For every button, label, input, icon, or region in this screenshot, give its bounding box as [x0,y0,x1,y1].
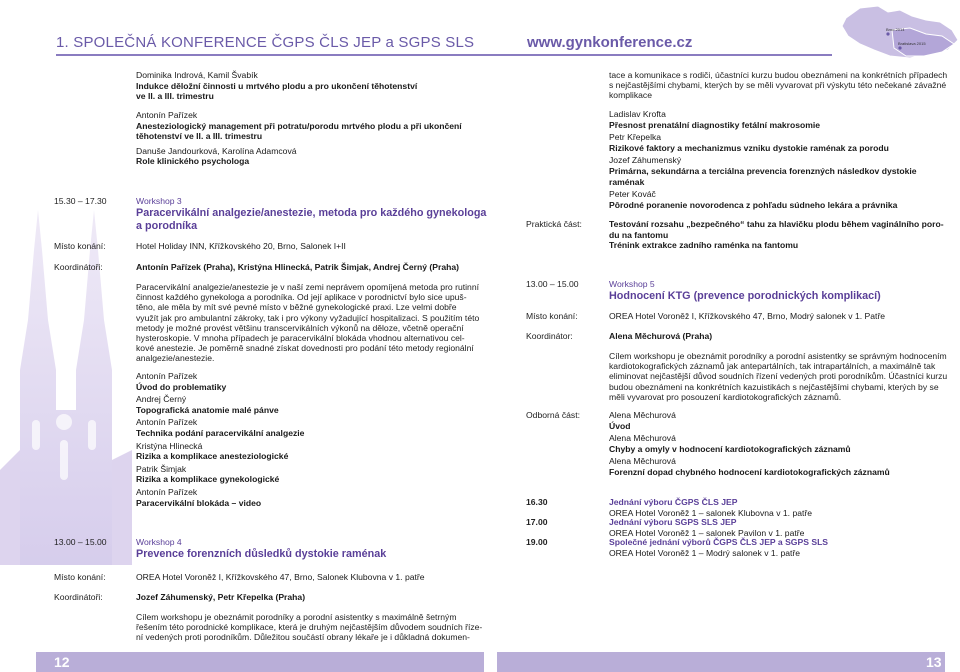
talk-title: Anesteziologický management při potratu/porodu mrtvého plodu a při ukončení [136,120,462,131]
meeting-item [609,517,804,538]
footer-bar-left [36,652,484,672]
practical-part [609,219,949,251]
desc-line: činnost každého gynekologa a porodníka. Od její aplikace v porodnictví bylo sice upuš- [136,292,467,303]
talk-speaker: Patrik Šimjak [136,463,187,474]
coordinators-label: Koordinátoři: [54,592,103,602]
ws5-description [609,351,949,402]
practical-item: Trénink extrakce zadního raménka na fantomu [609,240,799,251]
talk-title: Chyby a omyly v hodnocení kardiotokografických záznamů [609,443,851,454]
talk-speaker: Jozef Záhumenský [609,155,682,166]
ws5-coordinator: Alena Měchurová (Praha) [609,331,713,341]
practical-item: Testování rozsahu „bezpečného“ tahu za hlavičku plodu během vaginálního poro- [609,219,944,229]
meeting-place: OREA Hotel Voroněž 1 – salonek Pavilon v 1. patře [609,527,805,538]
page-number-left: 12 [54,654,70,670]
expert-label: Odborná část: [526,410,580,420]
talk-title: Přesnost prenatální diagnostiky fetální makrosomie [609,119,821,130]
workshop-title-cont: a porodníka [136,219,198,232]
talk-title: Topografická anatomie malé pánve [136,404,279,415]
talk-speaker: Antonín Pařízek [136,371,198,381]
meeting-time: 17.00 [526,517,548,527]
coordinator-label: Koordinátor: [526,331,573,341]
desc-line: Cílem workshopu je obeznámit porodníky a porodní asistentky s maximálně šetrným [136,612,457,622]
meeting-item [609,497,812,518]
talk-title: Rizikové faktory a mechanizmus vzniku dystokie raménak za porodu [609,142,889,153]
place-label: Místo konání: [54,572,106,582]
ws3-coordinators: Antonín Pařízek (Praha), Kristýna Hlinecká, Patrik Šimjak, Andrej Černý (Praha) [136,262,460,272]
talk-title: Pôrodné poranenie novorodenca z pohľadu súdneho lekára a právnika [609,199,898,210]
desc-line: využít jak pro ambulantní zákroky, tak i pro výkony vyžadující hospitalizaci. S použitím této [136,312,480,323]
meeting-time: 19.00 [526,537,548,547]
meeting-title: Společné jednání výborů ČGPS ČLS JEP a SGPS SLS [609,537,829,547]
intro-talk-2 [136,110,496,167]
desc-line: kardiotokografických záznamů jak antepartálních, tak intrapartálních, a maximálně tak [609,361,936,372]
desc-line: měli vyvarovat pro posouzení kardiotokografických záznamů. [609,391,842,402]
talk-speaker: Peter Kováč [609,189,656,200]
talk-title-cont: těhotenství ve II. a III. trimestru [136,131,263,142]
meeting-place: OREA Hotel Voroněž 1 – Modrý salonek v 1. patře [609,547,801,558]
talk-title-cont: ve II. a III. trimestru [136,91,214,102]
ws4-place: OREA Hotel Voroněž I, Křížkovského 47, Brno, Salonek Klubovna v 1. patře [136,572,425,582]
desc-line: komplikace [609,90,652,101]
talk-speakers: Danuše Jandourková, Karolína Adamcová [136,145,297,156]
talk-title: Forenzní dopad chybného hodnocení kardiotokografických záznamů [609,466,890,477]
intro-talk-1 [136,70,496,102]
desc-line: analgezie/anestezie. [136,353,215,364]
talk-title: Primárna, sekundárna a terciálna prevencia forenzných následkov dystokie raménak [609,165,917,187]
talk-title: Technika podání paracervikální analgezie [136,427,305,438]
ws4-description-cont [609,70,949,101]
talk-speaker: Alena Měchurová [609,456,676,467]
ws3-description [136,282,496,364]
talk-speakers: Dominika Indrová, Kamil Švabík [136,70,258,80]
workshop-title: Paracervikální analgezie/anestezie, metoda pro každého gynekologa [136,206,487,219]
meeting-place: OREA Hotel Voroněž 1 – salonek Klubovna v 1. patře [609,507,813,518]
talk-title: Indukce děložní činnosti u mrtvého plodu a pro ukončení těhotenství [136,80,418,91]
map-label-brno: Brno 2014 [886,27,905,32]
meeting-title: Jednání výboru ČGPS ČLS JEP [609,497,738,507]
place-label: Místo konání: [54,241,106,251]
ws5-program [609,410,949,478]
map-graphic [830,0,960,62]
place-label: Místo konání: [526,311,578,321]
desc-line: kové anestezie. Je poměrně snadné získat dovednosti pro podání této metody regionální [136,343,474,354]
workshop-label: Workshop 3 [136,196,182,206]
desc-line: budou obeznámeni na konkrétních kazuistikách s nejčastějšími chybami, kterých by se [609,381,939,392]
desc-line: Cílem workshopu je obeznámit porodníky a porodní asistentky se správným hodnocením [609,351,947,361]
header-divider [56,54,832,56]
talk-speaker: Andrej Černý [136,394,187,405]
workshop-5-heading [609,279,949,303]
talk-title: Úvod [609,420,631,431]
ws3-program [136,371,496,508]
map-label-bratislava: Bratislava 2015 [898,41,926,46]
meeting-item [609,537,828,558]
talk-speaker: Ladislav Krofta [609,109,666,119]
ws5-time: 13.00 – 15.00 [526,279,579,289]
coordinators-label: Koordinátoři: [54,262,103,272]
desc-line: Paracervikální analgezie/anestezie je v naší zemi neprávem opomíjená metoda pro rutinní [136,282,479,292]
talk-speaker: Alena Měchurová [609,410,676,420]
page-number-right: 13 [926,654,942,670]
workshop-label: Workshop 5 [609,279,655,289]
talk-title: Rizika a komplikace gynekologické [136,474,280,485]
desc-line: těno, ale měla by mít své pevné místo v běžné gynekologické praxi. Lze velmi dobře [136,302,457,313]
desc-line: ní vedených proti porodníkům. Důležitou součástí obrany lékaře je i důkladná dokumen- [136,632,470,643]
desc-line: eliminovat nejčastější důvod soudních řízení vedených proti porodníkům. Účastníci kurzu [609,371,948,382]
workshop-3-heading [136,196,496,233]
meeting-time: 16.30 [526,497,548,507]
workshop-4-heading [136,537,496,561]
desc-line: tace a komunikace s rodiči, účastníci kurzu budou obeznámeni na konkrétních případech [609,70,948,80]
talk-speakers: Antonín Pařízek [136,110,198,120]
desc-line: metody je možné provést většinu transcervikálních výkonů na děloze, včetně operační [136,322,464,333]
ws4-time: 13.00 – 15.00 [54,537,107,547]
ws3-time: 15.30 – 17.30 [54,196,107,206]
desc-line: řešením této porodnické komplikace, která je druhým nejčastějším důvodem soudních říze- [136,622,483,633]
talk-speaker: Alena Měchurová [609,433,676,444]
talk-speaker: Antonín Pařízek [136,486,198,497]
talk-speaker: Antonín Pařízek [136,417,198,428]
meeting-title: Jednání výboru SGPS SLS JEP [609,517,737,527]
desc-line: hysteroskopie. V mnoha případech je paracervikální blokáda vhodnou alternativou cel- [136,333,465,344]
practical-item-cont: du na fantomu [609,229,669,240]
talk-title: Rizika a komplikace anesteziologické [136,451,289,462]
ws5-place: OREA Hotel Voroněž I, Křížkovského 47, Brno, Modrý salonek v 1. Patře [609,311,886,321]
talk-title: Paracervikální blokáda – video [136,497,262,508]
workshop-title: Hodnocení KTG (prevence porodnických komplikací) [609,289,881,302]
footer-bar-right [497,652,945,672]
ws4-program [609,109,949,210]
ws3-place: Hotel Holiday INN, Křížkovského 20, Brno, Salonek I+II [136,241,346,251]
workshop-title: Prevence forenzních důsledků dystokie raménak [136,547,387,560]
talk-speaker: Petr Křepelka [609,132,662,143]
talk-title: Úvod do problematiky [136,381,227,392]
talk-title: Role klinického psychologa [136,156,250,167]
desc-line: s nejčastějšími chybami, kterých by se měli vyvarovat při výskytu této nečekané závažné [609,80,947,91]
ws4-coordinators: Jozef Záhumenský, Petr Křepelka (Praha) [136,592,306,602]
ws4-description [136,612,496,643]
talk-speaker: Kristýna Hlinecká [136,440,203,451]
conference-url[interactable]: www.gynkonference.cz [527,34,693,51]
workshop-label: Workshop 4 [136,537,182,547]
conference-title: 1. SPOLEČNÁ KONFERENCE ČGPS ČLS JEP a SGPS SLS [56,34,475,51]
practical-label: Praktická část: [526,219,582,229]
